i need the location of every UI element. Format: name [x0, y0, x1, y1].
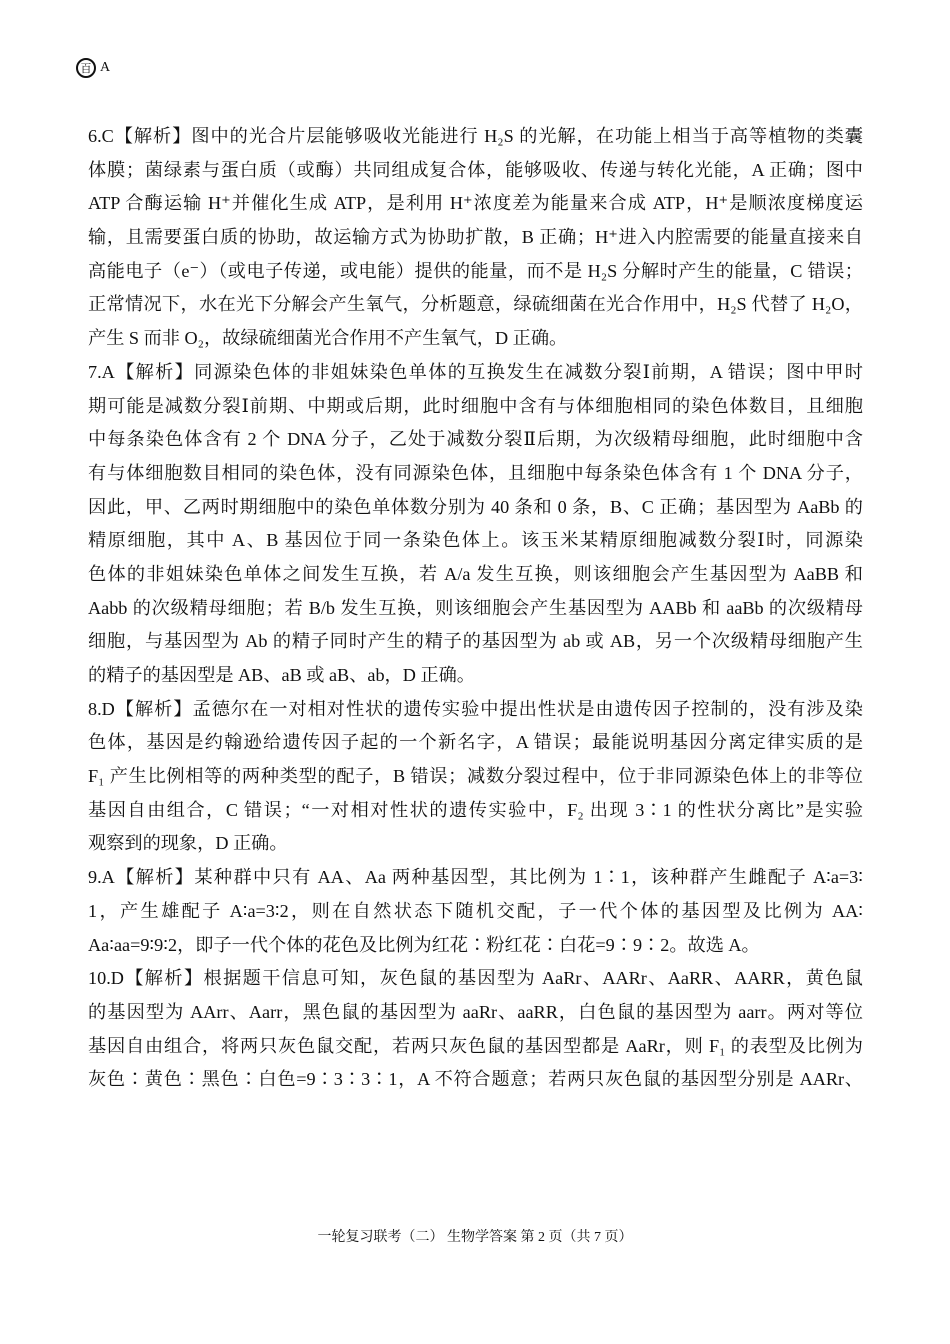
text-line: Aabb 的次级精母细胞；若 B/b 发生互换，则该细胞会产生基因型为 AABb 和 aaBb 的次级精母	[88, 597, 863, 618]
text-line: 输，且需要蛋白质的协助，故运输方式为协助扩散，B 正确；H⁺进入内腔需要的能量直接来自	[88, 227, 863, 248]
text-line: 高能电子（e⁻）（或电子传递，或电能）提供的能量，而不是 H₂S 分解时产生的能量，C 错误；	[88, 260, 863, 281]
logo-icon: 百	[76, 58, 96, 78]
text-line: 10.D【解析】根据题干信息可知，灰色鼠的基因型为 AaRr、AARr、AaRR、AARR，黄色鼠	[88, 968, 863, 989]
answer-6	[88, 120, 863, 356]
answer-7	[88, 356, 863, 693]
text-line: 基因自由组合，将两只灰色鼠交配，若两只灰色鼠的基因型都是 AaRr，则 F₁ 的表型及比例为	[88, 1035, 863, 1056]
text-line: ATP 合酶运输 H⁺并催化生成 ATP，是利用 H⁺浓度差为能量来合成 ATP，H⁺是顺浓度梯度运	[88, 193, 863, 214]
page-header	[76, 58, 110, 78]
text-line: 的精子的基因型是 AB、aB 或 aB、ab，D 正确。	[88, 665, 475, 685]
text-line: 细胞，与基因型为 Ab 的精子同时产生的精子的基因型为 ab 或 AB，另一个次级精母细胞产生	[88, 631, 863, 652]
version-label: A	[100, 60, 111, 75]
text-line: 6.C【解析】图中的光合片层能够吸收光能进行 H₂S 的光解，在功能上相当于高等植物的类囊	[88, 126, 863, 146]
text-line: 观察到的现象，D 正确。	[88, 833, 288, 854]
text-line: 1，产生雄配子 A∶a=3∶2，则在自然状态下随机交配，子一代个体的基因型及比例为 AA∶	[88, 900, 863, 921]
text-line: 产生 S 而非 O₂，故绿硫细菌光合作用不产生氧气，D 正确。	[88, 328, 568, 349]
text-line: 有与体细胞数目相同的染色体，没有同源染色体，且细胞中每条染色体含有 1 个 DNA 分子，	[88, 462, 863, 483]
text-line: 的基因型为 AArr、Aarr，黑色鼠的基因型为 aaRr、aaRR，白色鼠的基因型为 aarr。两对等位	[88, 1001, 863, 1022]
text-line: 期可能是减数分裂Ⅰ前期、中期或后期，此时细胞中含有与体细胞相同的染色体数目，且细胞	[88, 395, 863, 416]
text-line: 正常情况下，水在光下分解会产生氧气，分析题意，绿硫细菌在光合作用中，H₂S 代替了 H₂O，	[88, 294, 863, 315]
text-line: 精原细胞，其中 A、B 基因位于同一条染色体上。该玉米某精原细胞减数分裂Ⅰ时，同源染	[88, 530, 863, 551]
answer-content	[88, 120, 863, 1097]
text-line: 因此，甲、乙两时期细胞中的染色单体数分别为 40 条和 0 条，B、C 正确；基因型为 AaBb 的	[88, 496, 863, 517]
text-line: 灰色∶黄色∶黑色∶白色=9∶3∶3∶1，A 不符合题意；若两只灰色鼠的基因型分别是 AARr、	[88, 1069, 863, 1090]
text-line: 中每条染色体含有 2 个 DNA 分子，乙处于减数分裂Ⅱ后期，为次级精母细胞，此时细胞中含	[88, 429, 863, 450]
text-line: Aa∶aa=9∶9∶2，即子一代个体的花色及比例为红花∶粉红花∶白花=9∶9∶2。故选 A。	[88, 934, 760, 955]
text-line: 9.A【解析】某种群中只有 AA、Aa 两种基因型，其比例为 1∶1，该种群产生雌配子 A∶a=3∶	[88, 867, 863, 888]
answer-10	[88, 962, 863, 1097]
text-line: 色体，基因是约翰逊给遗传因子起的一个新名字，A 错误；最能说明基因分离定律实质的是	[88, 732, 863, 753]
text-line: 基因自由组合，C 错误；“一对相对性状的遗传实验中，F₂ 出现 3∶1 的性状分离比”是实验	[88, 799, 863, 820]
answer-9	[88, 861, 863, 962]
page-footer: 一轮复习联考（二） 生物学答案 第 2 页（共 7 页）	[317, 1230, 633, 1245]
text-line: 8.D【解析】孟德尔在一对相对性状的遗传实验中提出性状是由遗传因子控制的，没有涉及染	[88, 698, 863, 719]
answer-8	[88, 693, 863, 861]
text-line: 7.A【解析】同源染色体的非姐妹染色单体的互换发生在减数分裂Ⅰ前期，A 错误；图中甲时	[88, 361, 863, 382]
text-line: 体膜；菌绿素与蛋白质（或酶）共同组成复合体，能够吸收、传递与转化光能，A 正确；图中	[88, 159, 863, 180]
text-line: 色体的非姐妹染色单体之间发生互换，若 A/a 发生互换，则该细胞会产生基因型为 AaBB 和	[88, 563, 863, 584]
text-line: F₁ 产生比例相等的两种类型的配子，B 错误；减数分裂过程中，位于非同源染色体上的非等位	[88, 766, 863, 787]
